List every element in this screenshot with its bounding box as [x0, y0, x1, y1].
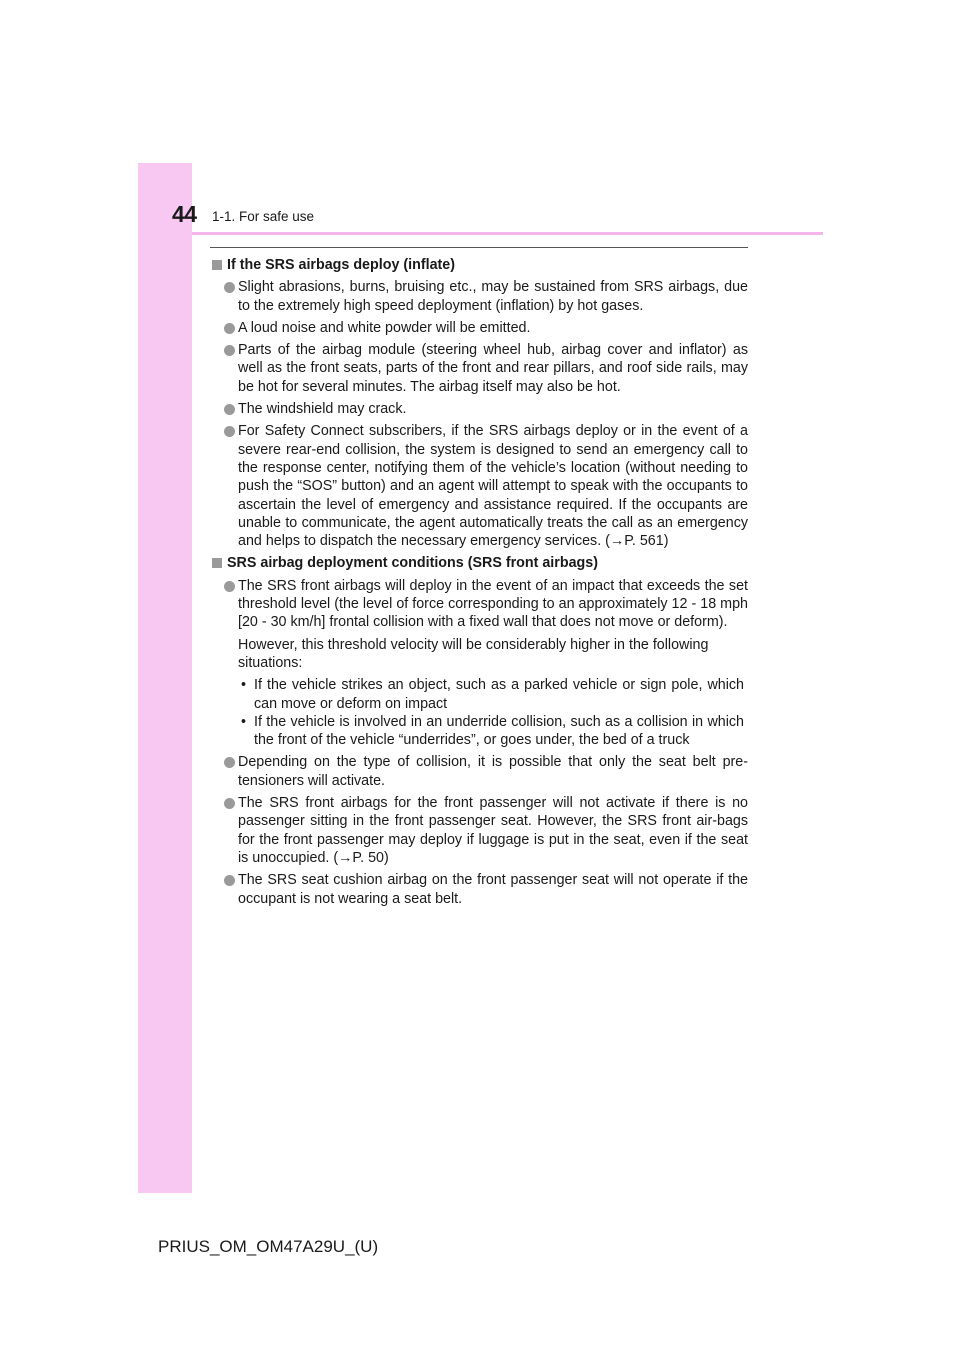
section-title: 1-1. For safe use	[212, 209, 315, 224]
circle-bullet-icon	[224, 581, 235, 592]
circle-bullet-icon	[224, 323, 235, 334]
section-heading	[212, 554, 748, 572]
header-rule	[192, 232, 823, 235]
list-item-text: Slight abrasions, burns, bruising etc., may be sustained from SRS airbags, due to the extremely high speed deployment (inflation) by hot gases.	[238, 279, 748, 314]
small-bullet-icon: •	[241, 677, 247, 694]
page-number: 44	[172, 201, 197, 227]
list-item-text: For Safety Connect subscribers, if the SRS airbags deploy or in the event of a severe rear-end collision, the system is designed to send an emergency call to the response center, notifying them of the vehicle’s location (without needing to push the “SOS” button) and an agent will attempt to speak with the occupants to ascertain the level of emergency and assistance required. If the occupants are unable to communicate, the agent automatically treats the call as an emergency and helps to dispatch the necessary emergency services. (→P. 561)	[238, 423, 748, 550]
circle-bullet-icon	[224, 404, 235, 415]
sub-list-item	[212, 713, 748, 750]
circle-bullet-icon	[224, 282, 235, 293]
document-code: PRIUS_OM_OM47A29U_(U)	[158, 1237, 379, 1256]
page-content	[212, 256, 748, 912]
section-airbags-deploy	[212, 256, 748, 550]
list-item	[212, 577, 748, 632]
threshold-note: However, this threshold velocity will be considerably higher in the following situations:	[238, 636, 709, 671]
list-item-text: The SRS front airbags for the front passenger will not activate if there is no passenger sitting in the front passenger seat. However, the SRS front air-bags for the front passenger may deploy if luggage is put in the seat, even if the seat is unoccupied. (→P. 50)	[238, 795, 748, 866]
list-item-text: The windshield may crack.	[238, 401, 407, 418]
section-heading-text: SRS airbag deployment conditions (SRS front airbags)	[227, 555, 598, 572]
circle-bullet-icon	[224, 757, 235, 768]
list-item	[212, 341, 748, 396]
circle-bullet-icon	[224, 798, 235, 809]
page-tab-sidebar	[138, 163, 192, 1193]
sub-list-item	[212, 676, 748, 713]
list-item-text: The SRS front airbags will deploy in the event of an impact that exceeds the set threshold level (the level of force corresponding to an approximately 12 - 18 mph [20 - 30 km/h] frontal collision with a fixed wall that does not move or deform).	[238, 577, 748, 631]
square-bullet-icon	[212, 558, 222, 568]
circle-bullet-icon	[224, 875, 235, 886]
list-item	[212, 278, 748, 315]
list-item	[212, 871, 748, 908]
square-bullet-icon	[212, 260, 222, 270]
list-item-text: A loud noise and white powder will be emitted.	[238, 319, 531, 336]
circle-bullet-icon	[224, 426, 235, 437]
list-item	[212, 422, 748, 550]
list-item-text: The SRS seat cushion airbag on the front passenger seat will not operate if the occupant is not wearing a seat belt.	[238, 872, 748, 907]
list-item	[212, 319, 748, 337]
section-heading	[212, 256, 748, 274]
small-bullet-icon: •	[241, 713, 247, 730]
list-item-text: Depending on the type of collision, it is possible that only the seat belt pre-tensioners will activate.	[238, 754, 748, 789]
sub-list-item-text: If the vehicle is involved in an underride collision, such as a collision in which the front of the vehicle “underrides”, or goes under, the bed of a truck	[254, 713, 744, 749]
list-item	[212, 794, 748, 867]
section-deployment-conditions	[212, 554, 748, 907]
list-item-text: Parts of the airbag module (steering wheel hub, airbag cover and inflator) as well as the front seats, parts of the front and rear pillars, and roof side rails, may be hot for several minutes. The airbag itself may also be hot.	[238, 342, 748, 395]
list-item	[212, 753, 748, 790]
circle-bullet-icon	[224, 345, 235, 356]
sub-list-item-text: If the vehicle strikes an object, such as a parked vehicle or sign pole, which can move or deform on impact	[254, 677, 744, 712]
list-item	[212, 400, 748, 418]
section-heading-text: If the SRS airbags deploy (inflate)	[227, 257, 455, 273]
content-divider	[210, 247, 748, 248]
